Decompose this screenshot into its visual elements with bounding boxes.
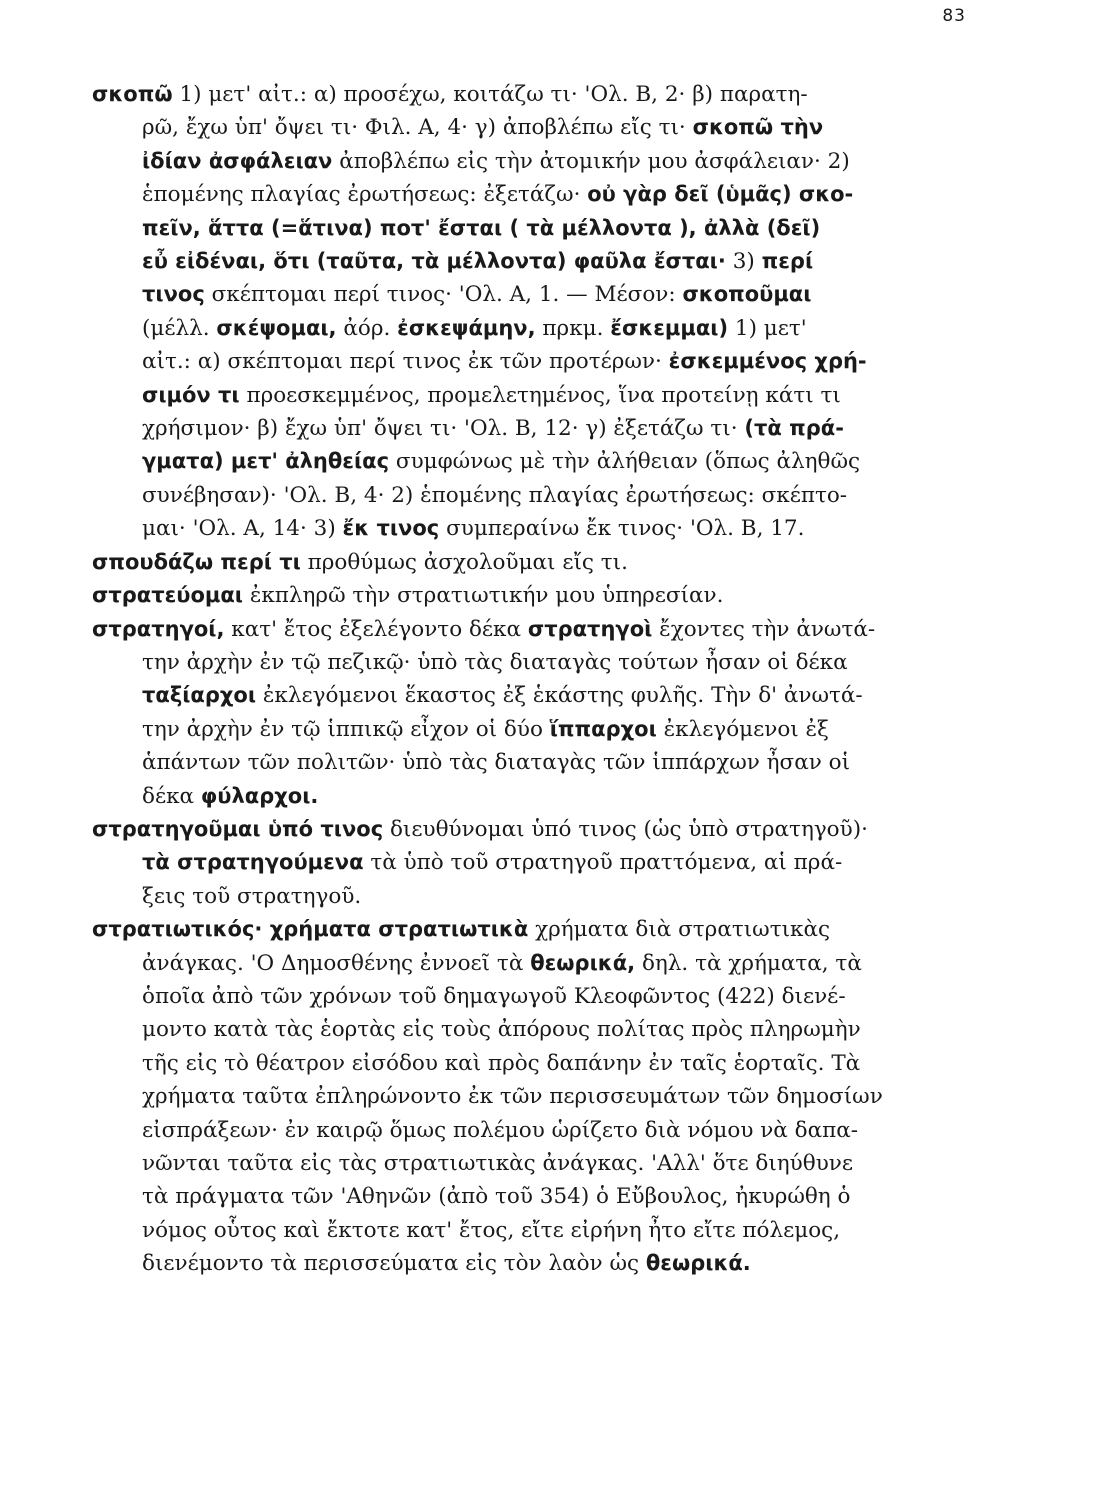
entry-text: ὁποῖα ἀπὸ τῶν χρόνων τοῦ δημαγωγοῦ Κλεοφῶντος (422) διενέ- xyxy=(142,983,846,1009)
bold-term: ἔσκεμμαι) xyxy=(610,315,729,340)
entry-headline xyxy=(92,546,992,579)
bold-term: ἵππαρχοι xyxy=(549,716,657,741)
entry-text: μοντο κατὰ τὰς ἑορτὰς εἰς τοὺς ἀπόρους πολίτας πρὸς πληρωμὴν xyxy=(142,1017,861,1043)
bold-term: οὐ γὰρ δεῖ (ὑμᾶς) σκο- xyxy=(587,182,854,207)
entry-text: ρῶ, ἔχω ὑπ' ὄψει τι· Φιλ. Α, 4· γ) ἀποβλέπω εἴς τι· xyxy=(142,115,693,141)
entry-continuation-line xyxy=(92,880,992,913)
entry-continuation-line xyxy=(92,512,992,545)
entry-text: νόμος οὗτος καὶ ἔκτοτε κατ' ἔτος, εἴτε εἰρήνη ἦτο εἴτε πόλεμος, xyxy=(142,1217,841,1243)
entry-continuation-line xyxy=(92,980,992,1013)
entry-text: προθύμως ἀσχολοῦμαι εἴς τι. xyxy=(300,549,628,575)
entry-text: ἁπάντων τῶν πολιτῶν· ὑπὸ τὰς διαταγὰς τῶν ἱππάρχων ἦσαν οἱ xyxy=(142,750,851,776)
entry-text: ἐκλεγόμενοι ἐξ xyxy=(656,716,829,742)
bold-term: περί xyxy=(761,249,814,274)
bold-term: φύλαρχοι. xyxy=(200,783,319,808)
entry-continuation-line xyxy=(92,713,992,746)
entry-text: διενέμοντο τὰ περισσεύματα εἰς τὸν λαὸν ὡς xyxy=(142,1251,646,1277)
entry-text: πρκμ. xyxy=(535,315,611,341)
entry-text: ἀνάγκας. 'Ο Δημοσθένης ἐννοεῖ τὰ xyxy=(142,950,531,976)
entry-continuation-line xyxy=(92,846,992,879)
entry-continuation-line xyxy=(92,111,992,144)
entry-text: ἀόρ. xyxy=(336,315,398,341)
entry-text: νῶνται ταῦτα εἰς τὰς στρατιωτικὰς ἀνάγκας. 'Αλλ' ὅτε διηύθυνε xyxy=(142,1151,853,1176)
entry-continuation-line xyxy=(92,1247,992,1280)
dictionary-entry xyxy=(92,78,992,546)
entry-text: ξεις τοῦ στρατηγοῦ. xyxy=(142,883,362,909)
bold-term: σκοπῶ xyxy=(92,82,173,106)
bold-term: γματα) μετ' ἀληθείας xyxy=(142,449,390,474)
entry-continuation-line xyxy=(92,178,992,211)
bold-term: τινος xyxy=(142,282,205,307)
entry-text: αἰτ.: α) σκέπτομαι περί τινος ἐκ τῶν προτέρων· xyxy=(142,349,669,375)
entry-text: 1) μετ' αἰτ.: α) προσέχω, κοιτάζω τι· 'Ολ. Β, 2· β) παρατη- xyxy=(172,82,808,107)
entry-text: χρήματα διὰ στρατιωτικὰς xyxy=(528,917,831,943)
entry-continuation-line xyxy=(92,479,992,512)
entry-continuation-line xyxy=(92,1180,992,1213)
entry-continuation-line xyxy=(92,278,992,311)
entry-headline xyxy=(92,78,992,111)
dictionary-entry xyxy=(92,913,992,1280)
dictionary-entry xyxy=(92,813,992,913)
entry-continuation-line xyxy=(92,379,992,412)
bold-term: πεῖν, ἅττα (=ἅτινα) ποτ' ἔσται ( τὰ μέλλοντα ), ἀλλὰ (δεῖ) xyxy=(142,215,821,240)
entry-text: την ἀρχὴν ἐν τῷ πεζικῷ· ὑπὸ τὰς διαταγὰς τούτων ἦσαν οἱ δέκα xyxy=(142,649,848,675)
bold-term: (τὰ πρά- xyxy=(744,416,844,441)
bold-term: ἐσκεψάμην, xyxy=(397,315,536,340)
entry-text: ἐκπληρῶ τὴν στρατιωτικήν μου ὑπηρεσίαν. xyxy=(242,583,724,609)
entry-continuation-line xyxy=(92,780,992,813)
bold-term: σκέψομαι, xyxy=(216,315,337,340)
entry-text: συμφώνως μὲ τὴν ἀλήθειαν (ὅπως ἀληθῶς xyxy=(389,449,861,475)
entry-text: σκέπτομαι περί τινος· 'Ολ. Α, 1. — Μέσον: xyxy=(204,282,683,308)
entry-continuation-line xyxy=(92,947,992,980)
dictionary-entry xyxy=(92,546,992,579)
entry-text: συμπεραίνω ἔκ τινος· 'Ολ. Β, 17. xyxy=(439,516,805,542)
entry-continuation-line xyxy=(92,1114,992,1147)
dictionary-entry xyxy=(92,613,992,813)
entry-continuation-line xyxy=(92,1047,992,1080)
entry-continuation-line xyxy=(92,1013,992,1046)
entry-continuation-line xyxy=(92,646,992,679)
entry-text: (μέλλ. xyxy=(142,315,217,341)
bold-term: ἰδίαν ἀσφάλειαν xyxy=(142,148,333,173)
entry-continuation-line xyxy=(92,1080,992,1113)
bold-term: τὰ στρατηγούμενα xyxy=(142,850,364,875)
entry-text: 1) μετ' xyxy=(728,315,807,341)
entry-text: ἑπομένης πλαγίας ἐρωτήσεως: ἐξετάζω· xyxy=(142,182,588,208)
entry-continuation-line xyxy=(92,345,992,378)
entry-headline xyxy=(92,579,992,612)
bold-term: ταξίαρχοι xyxy=(142,683,257,708)
entry-text: την ἀρχὴν ἐν τῷ ἱππικῷ εἶχον οἱ δύο xyxy=(142,716,550,742)
entry-continuation-line xyxy=(92,412,992,445)
entry-text: χρήματα ταῦτα ἐπληρώνοντο ἐκ τῶν περισσευμάτων τῶν δημοσίων xyxy=(142,1084,883,1110)
dictionary-entries xyxy=(92,78,992,1281)
dictionary-entry xyxy=(92,579,992,612)
entry-text: μαι· 'Ολ. Α, 14· 3) xyxy=(142,516,343,542)
bold-term: ἔκ τινος xyxy=(342,516,440,541)
bold-term: σκοποῦμαι xyxy=(682,282,812,307)
bold-term: σπουδάζω περί τι xyxy=(92,549,301,574)
bold-term: εὖ εἰδέναι, ὅτι (ταῦτα, τὰ μέλλοντα) φαῦλα ἔσται· xyxy=(142,249,726,274)
entry-text: τὰ πράγματα τῶν 'Αθηνῶν (ἀπὸ τοῦ 354) ὁ Εὔβουλος, ἠκυρώθη ὁ xyxy=(142,1184,851,1210)
entry-continuation-line xyxy=(92,145,992,178)
entry-text: δηλ. τὰ χρήματα, τὰ xyxy=(635,950,862,976)
entry-continuation-line xyxy=(92,1147,992,1180)
entry-continuation-line xyxy=(92,445,992,478)
bold-term: στρατηγοῦμαι ὑπό τινος xyxy=(92,816,384,841)
bold-term: στρατηγοὶ xyxy=(527,616,653,641)
entry-text: κατ' ἔτος ἐξελέγοντο δέκα xyxy=(224,616,528,642)
entry-headline xyxy=(92,613,992,646)
entry-continuation-line xyxy=(92,312,992,345)
entry-text: δέκα xyxy=(142,783,201,809)
entry-text: ἀποβλέπω εἰς τὴν ἀτομικήν μου ἀσφάλειαν· 2) xyxy=(332,148,850,174)
entry-text: τῆς εἰς τὸ θέατρον εἰσόδου καὶ πρὸς δαπάνην ἐν ταῖς ἑορταῖς. Τὰ xyxy=(142,1050,861,1076)
entry-text: ἐκλεγόμενοι ἕκαστος ἐξ ἑκάστης φυλῆς. Τὴν δ' ἀνωτά- xyxy=(256,683,863,709)
entry-headline xyxy=(92,913,992,946)
entry-text: προεσκεμμένος, προμελετημένος, ἵνα προτείνῃ κάτι τι xyxy=(239,382,841,408)
entry-headline xyxy=(92,813,992,846)
entry-continuation-line xyxy=(92,679,992,712)
bold-term: στρατηγοί, xyxy=(92,616,225,641)
entry-text: χρήσιμον· β) ἔχω ὑπ' ὄψει τι· 'Ολ. Β, 12· γ) ἐξετάζω τι· xyxy=(142,416,745,442)
entry-text: συνέβησαν)· 'Ολ. Β, 4· 2) ἑπομένης πλαγίας ἐρωτήσεως: σκέπτο- xyxy=(142,482,848,508)
entry-continuation-line xyxy=(92,245,992,278)
entry-text: ἔχοντες τὴν ἀνωτά- xyxy=(652,616,876,642)
entry-text: 3) xyxy=(725,249,762,275)
entry-text: διευθύνομαι ὑπό τινος (ὡς ὑπὸ στρατηγοῦ)· xyxy=(383,816,868,842)
bold-term: στρατιωτικός· χρήματα στρατιωτικὰ xyxy=(92,917,529,942)
page-number: 83 xyxy=(942,6,966,26)
entry-text: εἰσπράξεων· ἐν καιρῷ ὅμως πολέμου ὡρίζετο διὰ νόμου νὰ δαπα- xyxy=(142,1117,859,1143)
entry-continuation-line xyxy=(92,212,992,245)
bold-term: σιμόν τι xyxy=(142,382,240,407)
bold-term: θεωρικά. xyxy=(645,1251,751,1276)
bold-term: σκοπῶ τὴν xyxy=(692,115,824,140)
entry-text: τὰ ὑπὸ τοῦ στρατηγοῦ πραττόμενα, αἱ πρά- xyxy=(363,850,843,876)
entry-continuation-line xyxy=(92,1214,992,1247)
entry-continuation-line xyxy=(92,746,992,779)
bold-term: ἐσκεμμένος χρή- xyxy=(668,349,867,374)
bold-term: στρατεύομαι xyxy=(92,583,243,608)
bold-term: θεωρικά, xyxy=(530,950,636,975)
